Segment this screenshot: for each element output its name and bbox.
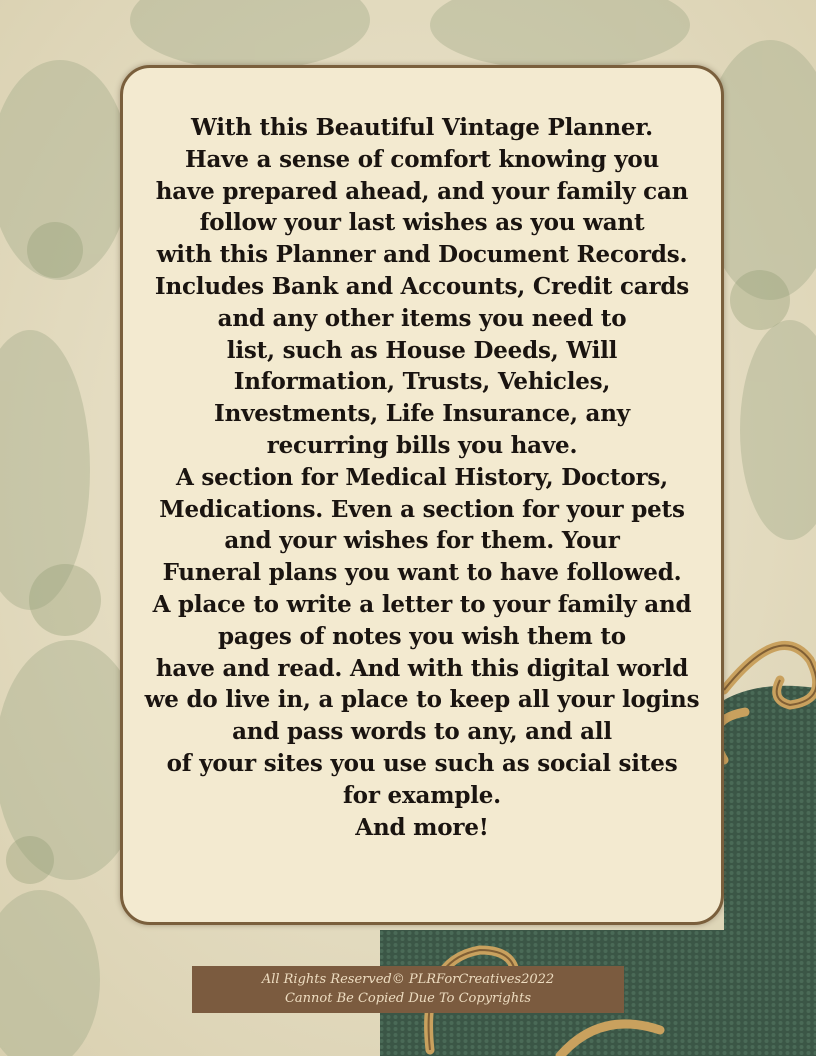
description-line: Funeral plans you want to have followed.	[162, 559, 682, 587]
description-line: pages of notes you wish them to	[218, 622, 626, 650]
description-line: and any other items you need to	[217, 304, 627, 332]
description-line: Have a sense of comfort knowing you	[184, 145, 660, 173]
description-line: With this Beautiful Vintage Planner.	[191, 114, 653, 141]
description-line: recurring bills you have.	[266, 431, 578, 459]
description-line: for example.	[342, 781, 501, 809]
description-line: of your sites you use such as social sites	[166, 749, 678, 777]
description-line: we do live in, a place to keep all your logins	[144, 686, 700, 714]
description-line: with this Planner and Document Records.	[156, 241, 688, 269]
description-line: have and read. And with this digital world	[155, 654, 689, 682]
description-line: Investments, Life Insurance, any	[214, 400, 630, 428]
description-line: Includes Bank and Accounts, Credit cards	[154, 272, 690, 300]
description-line: A section for Medical History, Doctors,	[175, 463, 668, 491]
description-text	[123, 112, 721, 843]
description-line: Information, Trusts, Vehicles,	[233, 368, 611, 396]
description-line: And more!	[355, 813, 489, 841]
description-line: A place to write a letter to your family and	[152, 590, 692, 618]
description-line: and your wishes for them. Your	[224, 527, 620, 555]
copyright-footer	[192, 966, 624, 1013]
description-card	[120, 65, 724, 925]
copyright-notice: Cannot Be Copied Due To Copyrights	[284, 991, 532, 1006]
description-line: list, such as House Deeds, Will	[226, 336, 618, 364]
description-line: and pass words to any, and all	[232, 718, 612, 746]
description-line: Medications. Even a section for your pets	[159, 495, 685, 523]
copyright-line: All Rights Reserved© PLRForCreatives2022	[261, 972, 555, 987]
description-line: have prepared ahead, and your family can	[155, 177, 689, 205]
description-line: follow your last wishes as you want	[199, 209, 645, 237]
